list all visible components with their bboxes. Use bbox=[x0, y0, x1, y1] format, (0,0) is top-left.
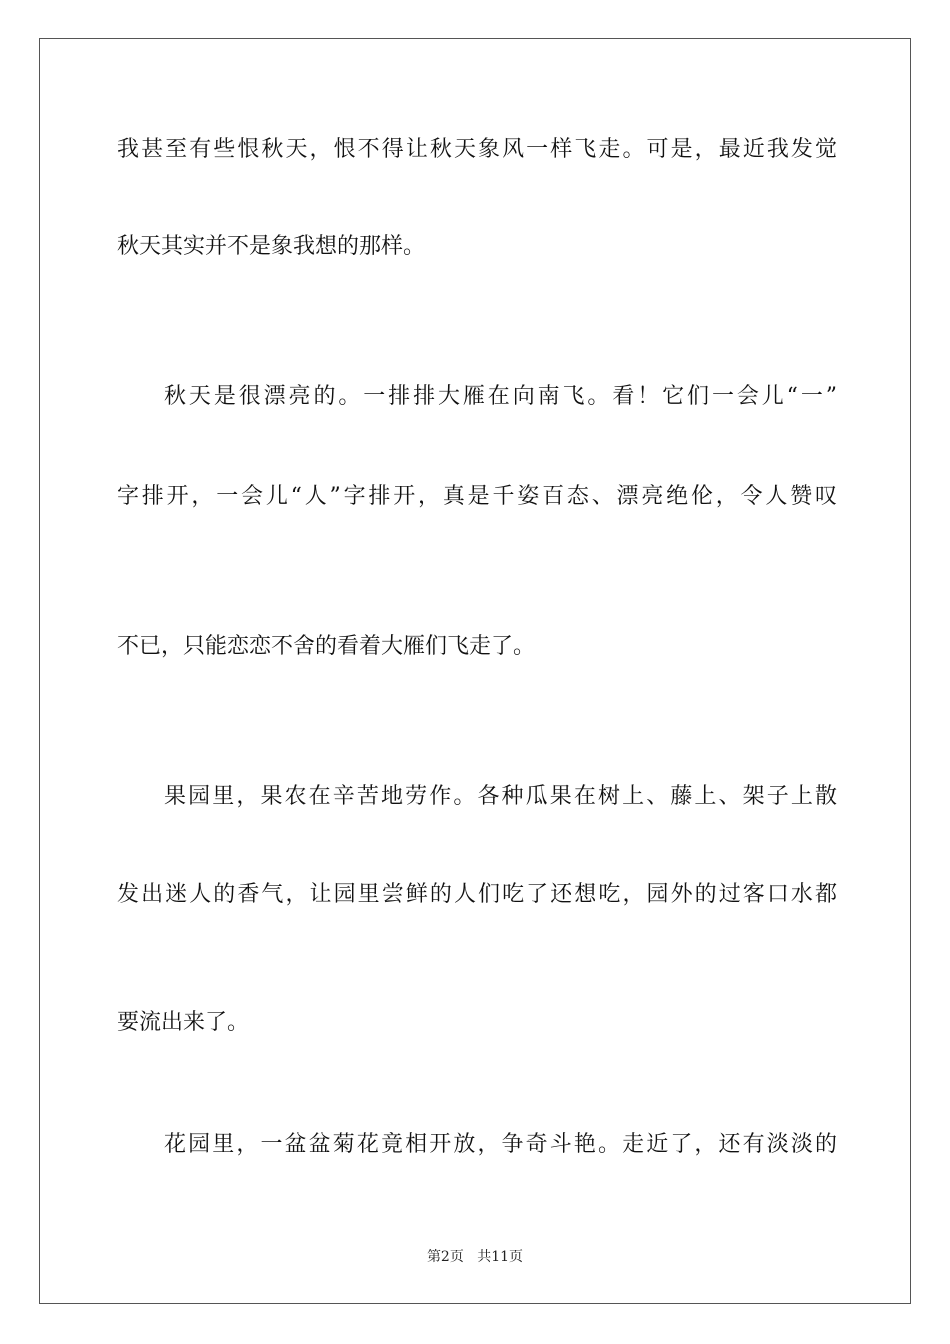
page-number: 第2页 bbox=[426, 1249, 464, 1265]
text-line: 要流出来了。 bbox=[117, 1010, 250, 1035]
text-line: 花园里，一盆盆菊花竟相开放，争奇斗艳。走近了，还有淡淡的 bbox=[164, 1132, 837, 1157]
text-line: 果园里，果农在辛苦地劳作。各种瓜果在树上、藤上、架子上散 bbox=[164, 784, 837, 809]
text-line: 字排开，一会儿“人”字排开，真是千姿百态、漂亮绝伦，令人赞叹 bbox=[117, 484, 837, 509]
page-border bbox=[39, 38, 911, 1304]
page-footer bbox=[0, 1246, 950, 1266]
text-line: 我甚至有些恨秋天，恨不得让秋天象风一样飞走。可是，最近我发觉 bbox=[117, 137, 837, 162]
text-line: 秋天是很漂亮的。一排排大雁在向南飞。看！它们一会儿“一” bbox=[164, 384, 837, 409]
text-line: 秋天其实并不是象我想的那样。 bbox=[117, 234, 426, 259]
text-line: 发出迷人的香气，让园里尝鲜的人们吃了还想吃，园外的过客口水都 bbox=[117, 882, 837, 907]
page-total: 共11页 bbox=[477, 1249, 524, 1265]
text-line: 不已，只能恋恋不舍的看着大雁们飞走了。 bbox=[117, 634, 536, 659]
